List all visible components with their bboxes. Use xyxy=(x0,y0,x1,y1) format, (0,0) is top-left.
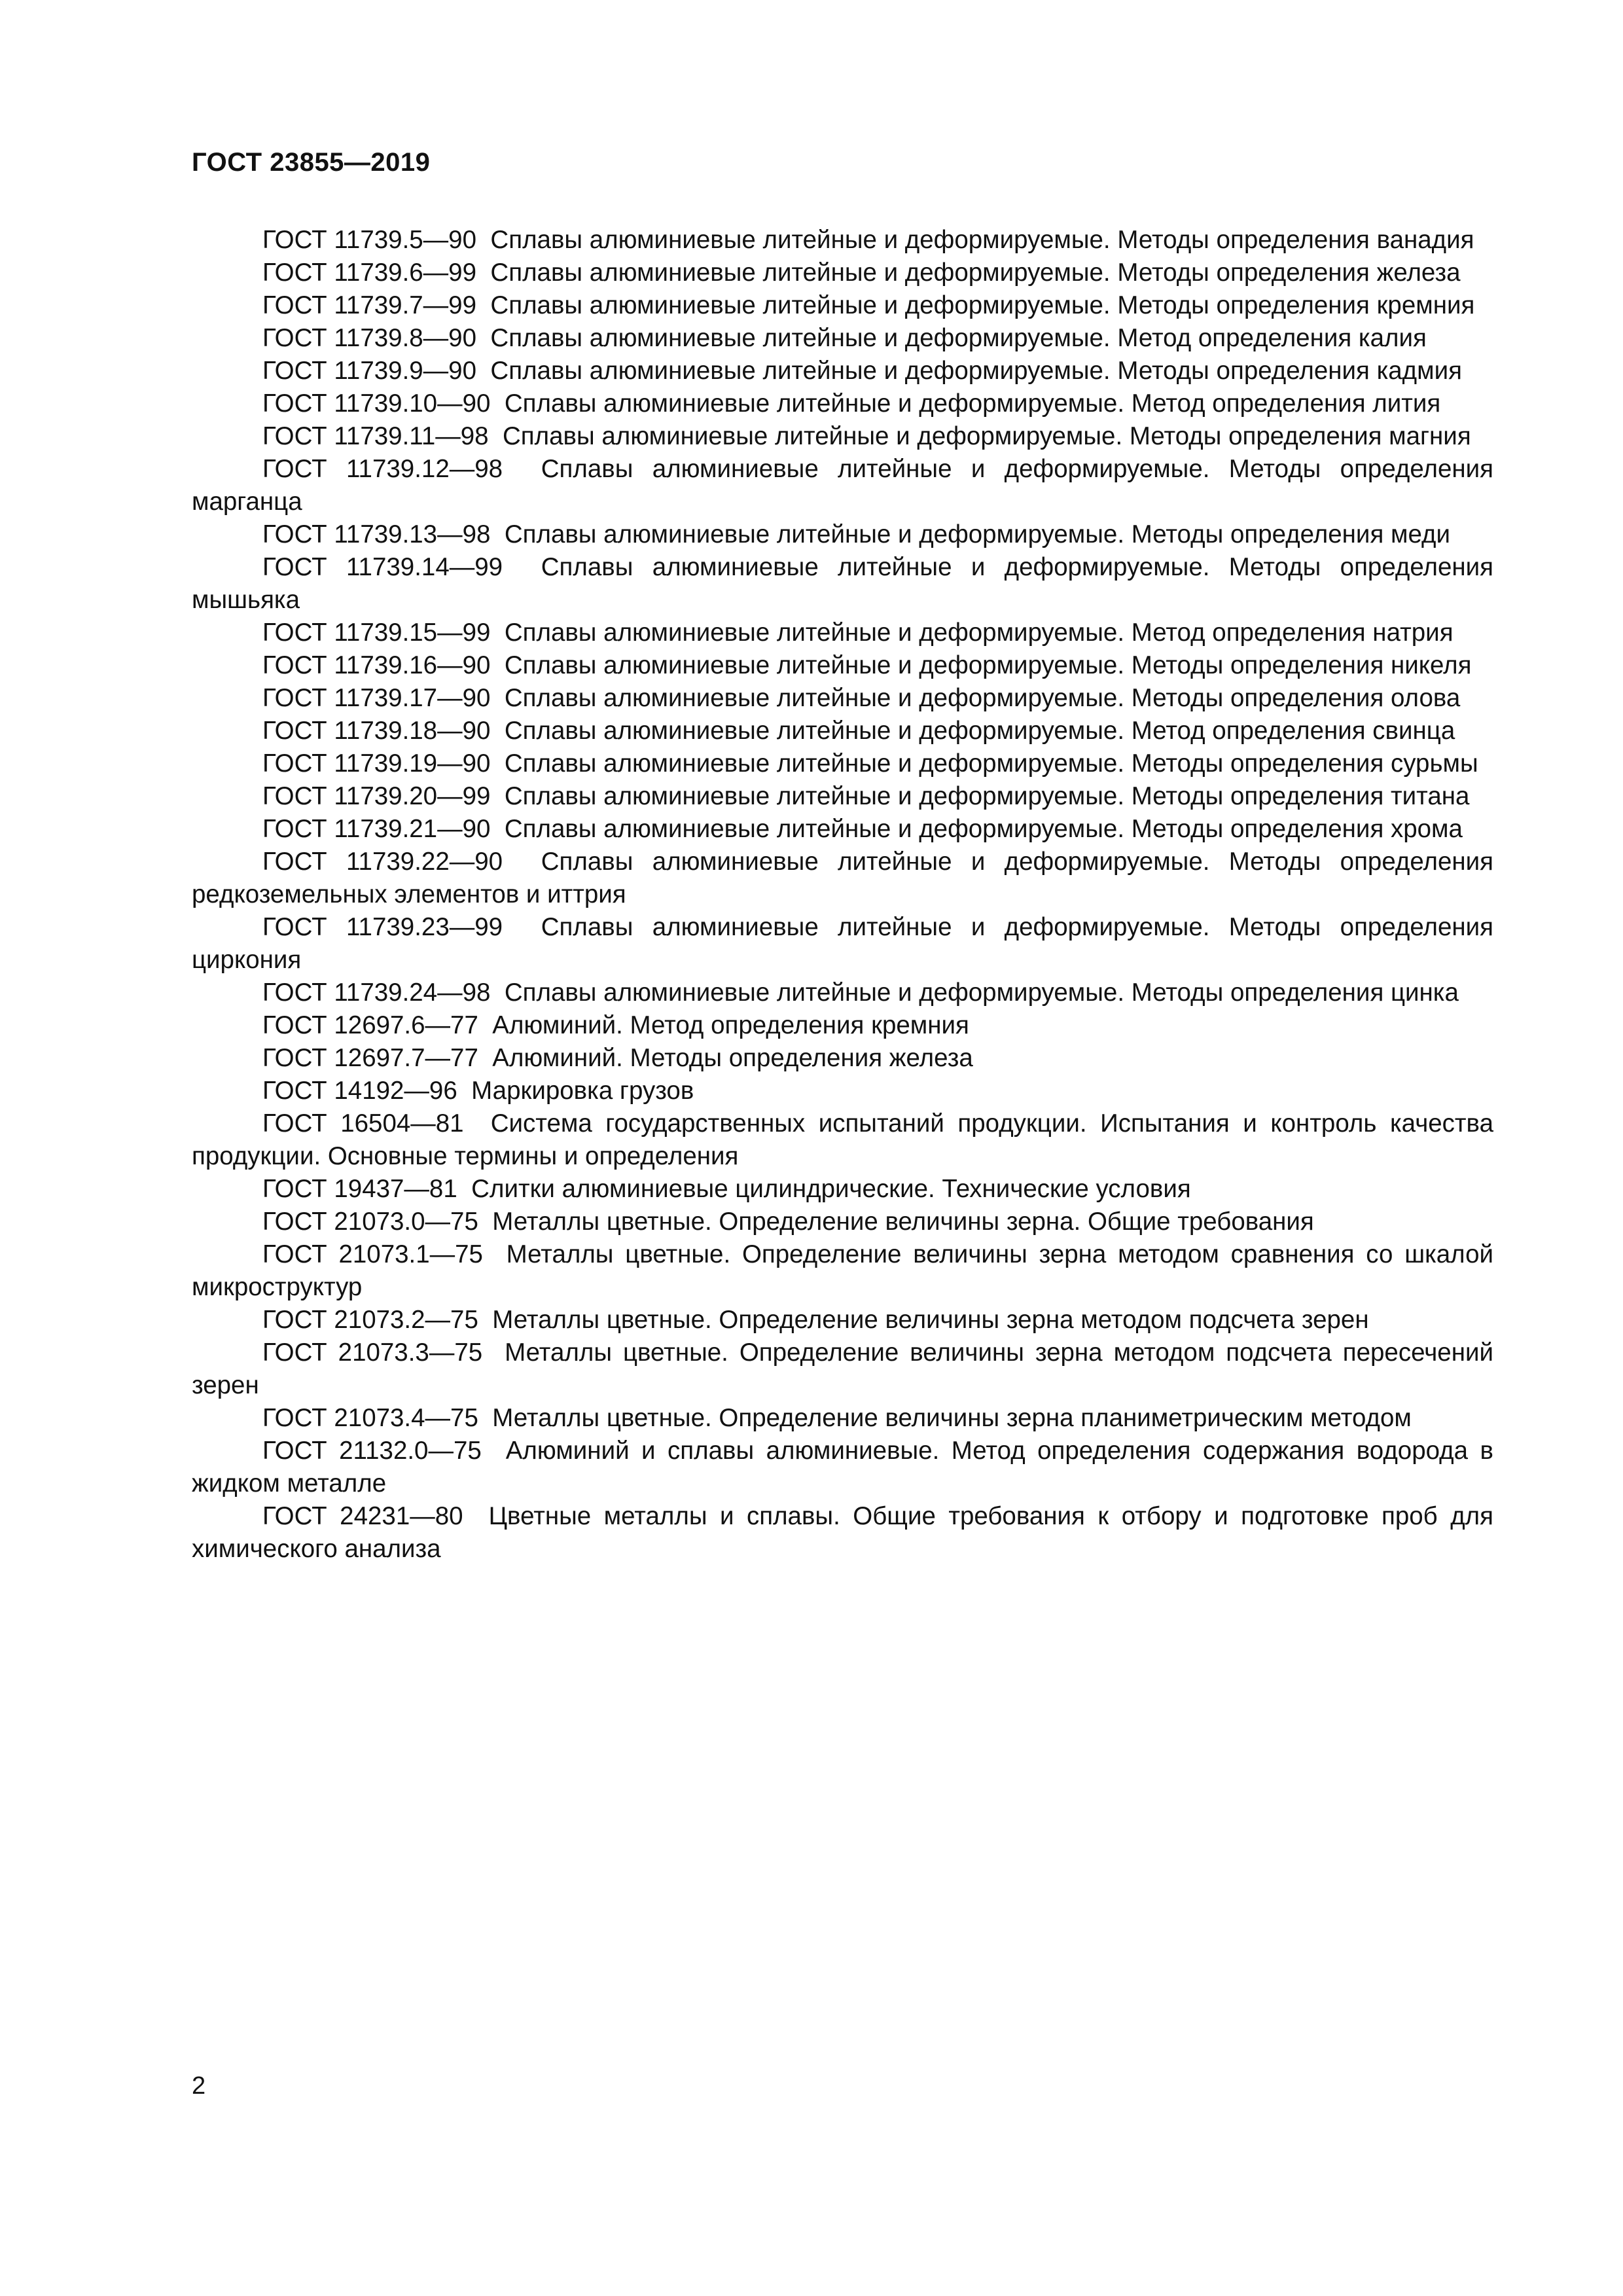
reference-title: Сплавы алюминиевые литейные и деформируемые. Методы определения никеля xyxy=(504,651,1472,679)
reference-code: ГОСТ 11739.22—90 xyxy=(262,848,503,876)
reference-title: Сплавы алюминиевые литейные и деформируемые. Методы определения сурьмы xyxy=(504,749,1478,778)
reference-title: Сплавы алюминиевые литейные и деформируемые. Методы определения цинка xyxy=(504,978,1459,1007)
reference-item xyxy=(192,715,1493,747)
reference-title: Сплавы алюминиевые литейные и деформируемые. Метод определения свинца xyxy=(504,717,1455,745)
reference-code: ГОСТ 21132.0—75 xyxy=(262,1437,482,1465)
reference-title: Сплавы алюминиевые литейные и деформируемые. Методы определения кремния xyxy=(490,291,1475,319)
reference-code: ГОСТ 11739.19—90 xyxy=(262,749,491,778)
reference-title: Система государственных испытаний продукции. Испытания и контроль качества продукции. Основные термины и определения xyxy=(192,1109,1493,1170)
reference-code: ГОСТ 21073.4—75 xyxy=(262,1404,478,1432)
reference-title: Металлы цветные. Определение величины зерна планиметрическим методом xyxy=(492,1404,1412,1432)
reference-title: Металлы цветные. Определение величины зерна. Общие требования xyxy=(492,1208,1314,1236)
reference-item xyxy=(192,322,1493,355)
reference-code: ГОСТ 21073.3—75 xyxy=(262,1338,483,1367)
reference-item xyxy=(192,617,1493,649)
reference-title: Металлы цветные. Определение величины зерна методом подсчета пересечений зерен xyxy=(192,1338,1493,1399)
reference-item xyxy=(192,682,1493,715)
reference-title: Сплавы алюминиевые литейные и деформируемые. Методы определения титана xyxy=(504,782,1470,810)
reference-code: ГОСТ 11739.17—90 xyxy=(262,684,491,712)
reference-code: ГОСТ 11739.21—90 xyxy=(262,815,491,843)
page-number: 2 xyxy=(192,2072,206,2100)
reference-title: Цветные металлы и сплавы. Общие требования к отбору и подготовке проб для химического анализа xyxy=(192,1502,1493,1563)
reference-title: Металлы цветные. Определение величины зерна методом подсчета зерен xyxy=(492,1306,1369,1334)
reference-title: Маркировка грузов xyxy=(471,1077,694,1105)
reference-title: Алюминий. Метод определения кремния xyxy=(492,1011,969,1039)
reference-title: Сплавы алюминиевые литейные и деформируемые. Методы определения марганца xyxy=(192,455,1493,516)
reference-item xyxy=(192,1009,1493,1042)
reference-title: Сплавы алюминиевые литейные и деформируемые. Методы определения меди xyxy=(504,520,1450,548)
reference-code: ГОСТ 11739.23—99 xyxy=(262,913,503,941)
reference-code: ГОСТ 11739.12—98 xyxy=(262,455,503,483)
reference-code: ГОСТ 24231—80 xyxy=(262,1502,463,1530)
reference-title: Сплавы алюминиевые литейные и деформируемые. Методы определения ванадия xyxy=(490,226,1474,254)
reference-title: Металлы цветные. Определение величины зерна методом сравнения со шкалой микроструктур xyxy=(192,1240,1493,1301)
reference-item xyxy=(192,1304,1493,1336)
reference-item xyxy=(192,1042,1493,1075)
reference-code: ГОСТ 21073.1—75 xyxy=(262,1240,483,1268)
reference-code: ГОСТ 11739.24—98 xyxy=(262,978,491,1007)
reference-item xyxy=(192,911,1493,977)
reference-item xyxy=(192,1206,1493,1238)
reference-item xyxy=(192,355,1493,387)
reference-code: ГОСТ 21073.2—75 xyxy=(262,1306,478,1334)
reference-item xyxy=(192,780,1493,813)
reference-item xyxy=(192,1500,1493,1566)
reference-item xyxy=(192,813,1493,846)
reference-item xyxy=(192,551,1493,617)
reference-title: Сплавы алюминиевые литейные и деформируемые. Метод определения натрия xyxy=(504,619,1454,647)
reference-title: Сплавы алюминиевые литейные и деформируемые. Методы определения олова xyxy=(504,684,1461,712)
reference-code: ГОСТ 11739.18—90 xyxy=(262,717,491,745)
reference-code: ГОСТ 11739.15—99 xyxy=(262,619,491,647)
reference-item xyxy=(192,649,1493,682)
reference-code: ГОСТ 12697.7—77 xyxy=(262,1044,478,1072)
reference-code: ГОСТ 11739.9—90 xyxy=(262,357,477,385)
reference-code: ГОСТ 12697.6—77 xyxy=(262,1011,478,1039)
reference-title: Сплавы алюминиевые литейные и деформируемые. Методы определения циркония xyxy=(192,913,1493,974)
reference-title: Алюминий. Методы определения железа xyxy=(492,1044,973,1072)
reference-item xyxy=(192,1336,1493,1402)
reference-code: ГОСТ 11739.8—90 xyxy=(262,324,477,352)
reference-item xyxy=(192,453,1493,518)
normative-references-list xyxy=(192,224,1493,1566)
reference-code: ГОСТ 11739.7—99 xyxy=(262,291,477,319)
reference-item xyxy=(192,224,1493,257)
reference-title: Сплавы алюминиевые литейные и деформируемые. Методы определения железа xyxy=(490,259,1461,287)
reference-code: ГОСТ 11739.11—98 xyxy=(262,422,489,450)
reference-code: ГОСТ 11739.16—90 xyxy=(262,651,491,679)
reference-item xyxy=(192,1238,1493,1304)
reference-title: Сплавы алюминиевые литейные и деформируемые. Методы определения магния xyxy=(502,422,1471,450)
reference-item xyxy=(192,420,1493,453)
reference-title: Алюминий и сплавы алюминиевые. Метод определения содержания водорода в жидком металле xyxy=(192,1437,1493,1498)
reference-item xyxy=(192,387,1493,420)
reference-code: ГОСТ 16504—81 xyxy=(262,1109,464,1138)
reference-title: Сплавы алюминиевые литейные и деформируемые. Методы определения хрома xyxy=(504,815,1463,843)
reference-title: Сплавы алюминиевые литейные и деформируемые. Методы определения кадмия xyxy=(490,357,1462,385)
reference-code: ГОСТ 19437—81 xyxy=(262,1175,457,1203)
reference-item xyxy=(192,846,1493,911)
reference-item xyxy=(192,1075,1493,1107)
reference-item xyxy=(192,1435,1493,1500)
reference-code: ГОСТ 14192—96 xyxy=(262,1077,457,1105)
reference-item xyxy=(192,1402,1493,1435)
document-header: ГОСТ 23855—2019 xyxy=(192,148,431,177)
reference-code: ГОСТ 11739.13—98 xyxy=(262,520,491,548)
reference-item xyxy=(192,518,1493,551)
reference-code: ГОСТ 11739.5—90 xyxy=(262,226,477,254)
reference-title: Сплавы алюминиевые литейные и деформируемые. Метод определения калия xyxy=(490,324,1427,352)
reference-code: ГОСТ 11739.20—99 xyxy=(262,782,491,810)
reference-item xyxy=(192,289,1493,322)
reference-title: Сплавы алюминиевые литейные и деформируемые. Метод определения лития xyxy=(504,389,1441,418)
reference-title: Сплавы алюминиевые литейные и деформируемые. Методы определения редкоземельных элементов и иттрия xyxy=(192,848,1493,908)
reference-code: ГОСТ 11739.14—99 xyxy=(262,553,503,581)
reference-code: ГОСТ 21073.0—75 xyxy=(262,1208,478,1236)
reference-item xyxy=(192,1173,1493,1206)
reference-item xyxy=(192,977,1493,1009)
reference-code: ГОСТ 11739.6—99 xyxy=(262,259,477,287)
reference-title: Слитки алюминиевые цилиндрические. Технические условия xyxy=(471,1175,1191,1203)
reference-title: Сплавы алюминиевые литейные и деформируемые. Методы определения мышьяка xyxy=(192,553,1493,614)
reference-item xyxy=(192,1107,1493,1173)
reference-code: ГОСТ 11739.10—90 xyxy=(262,389,491,418)
reference-item xyxy=(192,747,1493,780)
reference-item xyxy=(192,257,1493,289)
